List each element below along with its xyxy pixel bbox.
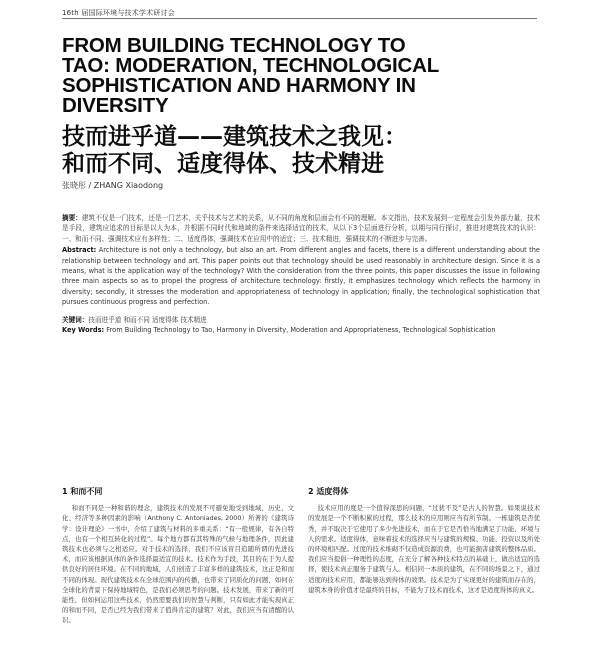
- english-title-line: FROM BUILDING TECHNOLOGY TO: [62, 34, 406, 57]
- chinese-title-line: 和而不同、适度得体、技术精进: [62, 151, 384, 177]
- keywords-block: [62, 315, 540, 336]
- body-paragraph: 技术应用的度是一个值得深思的问题，“过犹不及”是古人的智慧。如果说技术的发展是一个不断积累的过程，那么技术的应用则应当有所节制。一栋建筑是否优秀，并不取决于它使用了多少先进技术，而在于它是否恰当地满足了功能、环境与人的需求。适度得体，意味着技术的选择应当与建筑的规模、功能、投资以及所处的环境相匹配。过度的技术堆砌不仅造成资源浪费，也可能损害建筑的整体品质。我们应当提倡一种理性的态度，在充分了解各种技术特点的基础上，做出适宜的选择，使技术真正服务于建筑与人。相信同一本质的建筑，在不同的场景之下，通过适度的技术应用，都能够达到得体的效果。技术是为了实现更好的建筑而存在的，建筑本身的价值才是最终的目标，不能为了技术而技术，这才是适度得体的真义。: [308, 504, 540, 594]
- english-title: [62, 36, 542, 116]
- english-title-line: DIVERSITY: [62, 94, 169, 117]
- header-rule: [62, 18, 537, 19]
- keywords-en-text: From Building Technology to Tao, Harmony in Diversity, Moderation and Appropriateness, Technological Sophistication: [106, 326, 496, 335]
- abstract-block: [62, 213, 540, 309]
- keywords-zh: [62, 315, 540, 325]
- abstract-en: [62, 245, 540, 307]
- english-title-line: TAO: MODERATION, TECHNOLOGICAL: [62, 54, 440, 77]
- body-paragraph: 和而不同是一种和谐的理念，建筑技术的发展不可避免地受到地域、历史、文化、经济等多种因素的影响（Anthony C. Antoniades, 2000）所著的《建筑诗学：设计理论》一书中，介绍了建筑与材料的多重关系：“有一般规律，有各自特点，也有一个相互转化的过程”。每个地方都有其特殊的气候与地理条件，因此建筑技术也必须与之相适应。对于技术的选择，我们不应该盲目追随所谓的先进技术，而应该根据具体的条件选择最适宜的技术。技术作为手段，其目的在于为人提供良好的居住环境。在不同的地域，人们创造了丰富多样的建筑技术，这正是和而不同的体现。现代建筑技术在全球范围内的传播，也带来了同质化的问题，如何在全球化的背景下保持地域特色，是我们必须思考的问题。技术发展，带来了新的可能性，但如何运用这些技术，仍然需要我们的智慧与判断，只有如此才能实现真正的和而不同，是否已经为我们带来了值得肯定的建筑？对此，我们应当有清醒的认识。: [62, 504, 294, 625]
- keywords-zh-label: 关键词：: [62, 316, 89, 324]
- abstract-en-label: Abstract:: [62, 246, 97, 255]
- abstract-zh-label: 摘要：: [62, 214, 82, 222]
- abstract-zh-text: 建筑不仅是一门技术，还是一门艺术，关乎技术与艺术的关系，从不同的角度和层面会有不同的理解。本文指出，技术发展到一定程度会引发外部力量，技术是手段，建筑应追求的目标是以人为本，并根据不同时代和地域的条件来选择适宜的技术，从以下3个层面进行分析，以期与同行探讨，推进对建筑技术的认识：一、和而不同、强调技术应有多样性；二、适度得体，强调技术在应用中的适宜；三、技术精进，强调技术的不断进步与完善。: [62, 214, 541, 243]
- keywords-en: [62, 325, 540, 335]
- abstract-zh: [62, 213, 540, 244]
- section-heading: 2 适度得体: [308, 487, 349, 496]
- section-heading: 1 和而不同: [62, 487, 103, 496]
- keywords-en-label: Key Words:: [62, 326, 105, 335]
- abstract-en-text: Architecture is not only a technology, but also an art. From different angles and facets, there is a different understanding about the relationship between technology and art. This paper points out that technology should be used reasonably in architecture design. Since it is a means, what is the application way of the technology? With the consideration from the three points, this paper discusses the issue in following three main aspects so as to propel the progress of architecture technology: firstly, it emphasizes technology which reflects the harmony in diversity; secondly, it stresses the moderation and appropriateness of technology in application; finally, the technological sophistication that pursues continuous progress and perfection.: [62, 246, 540, 307]
- right-column: [308, 487, 540, 595]
- running-head: 16th 届国际环境与技术学术研讨会: [62, 9, 175, 17]
- author-byline: 张晓彤 / ZHANG Xiaodong: [62, 181, 164, 190]
- left-column: [62, 487, 294, 626]
- keywords-zh-text: 技而进乎道 和而不同 适度得体 技术精进: [88, 316, 207, 324]
- english-title-line: SOPHISTICATION AND HARMONY IN: [62, 74, 416, 97]
- chinese-title: [62, 124, 542, 178]
- chinese-title-line: 技而进乎道——建筑技术之我见：: [62, 124, 407, 150]
